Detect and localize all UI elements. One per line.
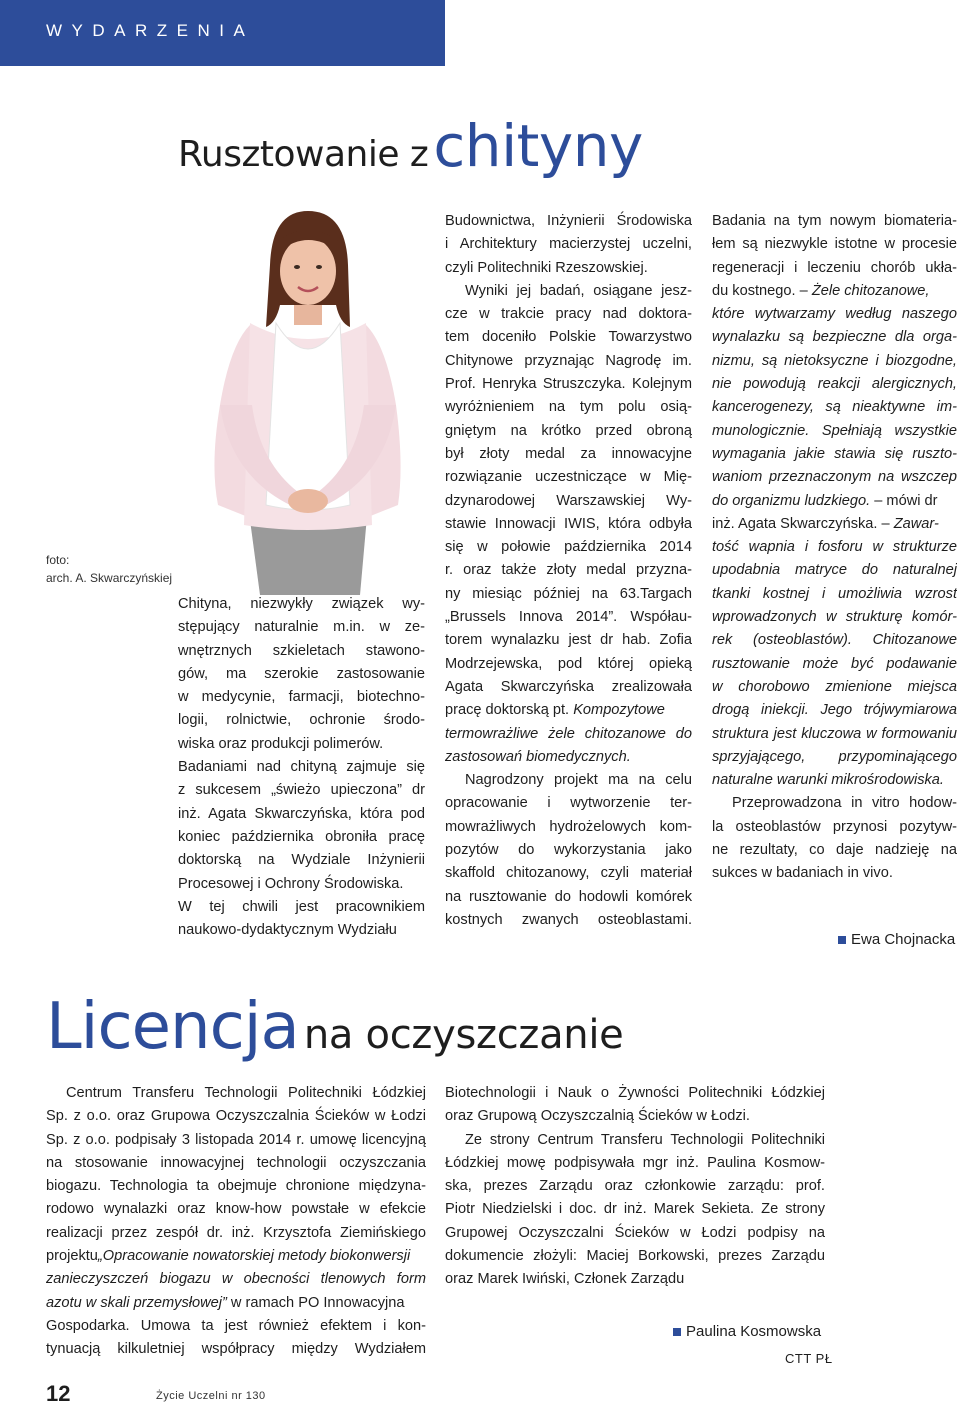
article2-col1-project-title-end: azotu w skali przemysłowej” [46, 1294, 227, 1311]
article1-col2-line: na rusztowanie do hodowli komórek [445, 888, 692, 905]
article1-col3-line: wynalazku są bezpieczne dla orga- [712, 329, 957, 346]
section-title: WYDARZENIA [46, 21, 255, 40]
publication-name: Życie Uczelni nr 130 [156, 1390, 266, 1402]
article1-col2-line: termowrażliwe żele chitozanowe do [445, 725, 692, 742]
section-banner [0, 0, 445, 66]
article1-col3-line: łem są niezwykle istotne w procesie [712, 236, 957, 253]
article1-column1 [178, 593, 425, 942]
page-number: 12 [46, 1381, 71, 1406]
article1-col2-line: rozwiązanie uczestniczące w Mię- [445, 469, 692, 486]
article1-col1-line: W tej chwili jest pracownikiem [178, 898, 425, 915]
article1-col2-line: Nagrodzony projekt ma na celu [465, 772, 692, 789]
article1-col2-thesis-title: Kompozytowe [573, 702, 665, 719]
article1-title-part2: chityny [433, 112, 643, 180]
article2-col1-line: zanieczyszczeń biogazu w obecności tlenowych form [46, 1271, 426, 1288]
article2-author [673, 1323, 821, 1340]
article1-col1-line: wnętrznych szkieletach stawono- [178, 642, 425, 659]
article1-col3-line: sukces w badaniach in vivo. [712, 865, 893, 882]
article1-column3 [712, 210, 957, 886]
article1-col2-line: i Architektury macierzystej uczelni, [445, 236, 692, 253]
article1-col1-line: koniec października obroniła pracę [178, 828, 425, 845]
photo-credit-line2: arch. A. Skwarczyńskiej [46, 571, 173, 585]
article1-col2-line: ny miesiąc później na 63.Targach [445, 585, 692, 602]
article2-col2-line: Biotechnologii i Nauk o Żywności Politechniki Łódzkiej [445, 1085, 825, 1101]
article1-col2-line: dzynarodowej Warszawskiej Wy- [445, 492, 692, 509]
article1-col2-line: opracowanie i wytworzenie ter- [445, 795, 692, 812]
article1-col3-line: w chorobowo zmienione miejsca [712, 678, 957, 695]
article1-col2-line: Prof. Henryka Struszczyka. Kolejnym [445, 376, 692, 393]
article2-col1-line: na stosowanie innowacyjnej technologii oczyszczania [46, 1154, 426, 1171]
article2-col1-line [46, 1245, 426, 1268]
article1-col2-line: Budownictwa, Inżynierii Środowiska [445, 213, 692, 229]
article1-col3-line: wprowadzonych w strukturę komór- [712, 609, 957, 626]
article1-col3-attribution: – mówi dr [874, 492, 938, 509]
article1-col1-line: Procesowej i Ochrony Środowiska. [178, 875, 404, 892]
article1-col1-line: z sukcesem „świeżo upieczona” dr [178, 782, 425, 799]
square-bullet-icon [838, 936, 846, 944]
article1-author [838, 931, 955, 948]
square-bullet-icon [673, 1328, 681, 1336]
article1-col1-line: inż. Agata Skwarczyńska, która pod [178, 805, 425, 822]
article1-col2-line: wyróżnieniem na tym polu osią- [445, 399, 692, 416]
article1-col1-line: logii, rolnictwie, ochronie środo- [178, 712, 425, 729]
article1-col1-line: Chityna, niezwykły związek wy- [178, 596, 425, 612]
article2-col1-line: realizacji przez zespół dr. inż. Krzysztofa Ziemińskiego [46, 1224, 426, 1241]
article1-col3-quote: Żele chitozanowe, [811, 282, 930, 299]
article2-title-part1: Licencja [46, 990, 299, 1064]
article1-col3-line: tkanki kostnej i umożliwia wzrost [712, 585, 957, 602]
article2-col2-line: Grupowej Oczyszczalni Ścieków w Łodzi podpisy na [445, 1224, 825, 1241]
article2-col1-text: projektu [46, 1248, 98, 1265]
article1-col3-attribution2: inż. Agata Skwarczyńska. – [712, 515, 890, 532]
article1-col2-line: się w połowie października 2014 [445, 539, 692, 556]
article1-col2-line: „Brussels Innova 2014”. Współau- [445, 609, 692, 626]
article2-col1-project-title: „Opracowanie nowatorskiej metody biokonwersji [97, 1248, 411, 1265]
article2-col1-line [46, 1292, 426, 1315]
article2-col2-line: dokumencie złożyli: Maciej Borkowski, prezes Zarządu [445, 1248, 825, 1265]
article1-col3-line: kancerogenezy, są nieaktywne im- [712, 399, 957, 416]
article2-col2-line: oraz Grupową Oczyszczalnią Ścieków w Łodzi. [445, 1108, 750, 1125]
article1-title-part1: Rusztowanie z [178, 134, 429, 175]
article2-col2-line: Ze strony Centrum Transferu Technologii Politechniki [465, 1131, 825, 1148]
article1-col3-line: rusztowanie może być podawanie [712, 655, 957, 672]
article1-col1-line: w medycynie, farmacji, biotechno- [178, 689, 425, 706]
article1-author-name: Ewa Chojnacka [851, 931, 956, 948]
article1-col2-line: r. oraz także złoty medal przyzna- [445, 562, 692, 579]
article1-col3-line: munologicznie. Spełniają wszystkie [712, 422, 957, 439]
article2-author-org: CTT PŁ [785, 1351, 833, 1366]
article1-col3-line: rek (osteoblastów). Chitozanowe [712, 632, 957, 649]
article1-col2-line: Agata Skwarczyńska zrealizowała [445, 678, 692, 695]
article1-col2-line: skaffold chitozanowy, czyli materiał [445, 865, 692, 882]
article1-col3-line: la osteoblastów przynosi pozytyw- [712, 818, 957, 835]
article1-col2-line [445, 699, 692, 722]
article1-col2-line: cze w trakcie pracy nad doktora- [445, 306, 692, 323]
article2-title [46, 990, 623, 1064]
article2-col1-text2: w ramach PO Innowacyjna [230, 1294, 405, 1311]
article1-col1-line: gów, ma szerokie zastosowanie [178, 665, 425, 682]
article1-col2-line: Wyniki jej badań, osiągane jesz- [465, 282, 692, 299]
article1-col3-line [712, 513, 957, 536]
article1-col3-line: regeneracji i leczeniu chorób ukła- [712, 259, 957, 276]
article1-col3-line: ne rezultaty, co daje nadzieję na [712, 842, 957, 859]
portrait-photo [190, 205, 426, 595]
article1-title [178, 112, 643, 180]
article1-col3-line: Przeprowadzona in vitro hodow- [732, 795, 957, 812]
article1-col2-line: mowrażliwych hydrożelowych kom- [445, 818, 692, 835]
article1-col1-line: wiska oraz produkcji polimerów. [178, 735, 384, 752]
article1-col3-line: drogą iniekcji. Jego trójwymiarowa [712, 702, 957, 719]
article1-col1-line: Badaniami nad chityną zajmuje się [178, 759, 425, 776]
article1-col1-line: stępujący naturalnie m.in. w ze- [178, 619, 425, 636]
article1-col3-text: du kostnego. – [712, 282, 808, 299]
article1-col2-line: był złoty medal za innowacyjne [445, 445, 692, 462]
article2-col2-line: Łódzkiej mowę podpisywała mgr inż. Paulina Kosmow- [445, 1154, 825, 1171]
article2-author-name: Paulina Kosmowska [686, 1323, 822, 1340]
article1-col2-text: pracę doktorską pt. [445, 702, 570, 719]
article1-col3-line: naturalne warunki mikrośrodowiska. [712, 772, 944, 789]
article2-col1-line: rodowo wynalazki oraz know-how powstałe w efekcie [46, 1201, 426, 1218]
article1-col2-line: Chitynowe przyznając Nagrodę im. [445, 352, 692, 369]
article1-col3-line: nizmu, są nietoksyczne i biozgodne, [712, 352, 957, 369]
article1-col3-line [712, 280, 957, 303]
article1-col3-line: nie powodują reakcji alergicznych, [712, 376, 957, 393]
article1-col3-line: które wytwarzamy według naszego [712, 306, 957, 323]
article1-col2-line: pozytów do wykorzystania jako [445, 842, 692, 859]
article2-col1-line: Sp. z o.o. oraz Grupowa Oczyszczalnia Ścieków w Łodzi [46, 1108, 426, 1125]
article1-col3-line: wymagania jakie stawia się ruszto- [712, 445, 957, 462]
article1-col3-line: upodabnia matryce do naturalnej [712, 562, 957, 579]
article2-column2 [445, 1082, 825, 1292]
article1-col3-line: Badania na tym nowym biomateria- [712, 213, 957, 229]
article1-col3-line: struktura jest kluczowa w formowaniu [712, 725, 957, 742]
article1-col3-quote-end: do organizmu ludzkiego. [712, 492, 871, 509]
article1-col1-line: naukowo-dydaktycznym Wydziału [178, 922, 397, 939]
article1-col2-line: zastosowań biomedycznych. [445, 748, 631, 765]
article1-col3-line: waniom przeznaczonym na wszczep [712, 469, 957, 486]
photo-credit-line1: foto: [46, 553, 70, 567]
article2-col1-line: Sp. z o.o. podpisały 3 listopada 2014 r. umowę licencyjną [46, 1131, 426, 1148]
article2-col1-line: Gospodarka. Umowa ta jest również efektem i kon- [46, 1317, 426, 1334]
article1-col2-line: torem wynalazku jest dr hab. Zofia [445, 632, 692, 649]
article1-col1-line: doktorską na Wydziale Inżynierii [178, 852, 425, 869]
article1-col2-line: tem doceniło Polskie Towarzystwo [445, 329, 692, 346]
article2-title-part2: na oczyszczanie [303, 1012, 624, 1058]
article2-col2-line: Piotr Niedzielski i doc. dr inż. Marek Sekieta. Ze strony [445, 1201, 825, 1218]
article1-col2-line: czyli Politechniki Rzeszowskiej. [445, 259, 648, 276]
article2-column1 [46, 1082, 426, 1362]
article1-column2 [445, 210, 692, 932]
photo-credit [46, 551, 172, 587]
article2-col1-line: tynuacją kilkuletniej współpracy między Wydziałem [46, 1341, 426, 1358]
article1-col3-line [712, 490, 957, 513]
article2-col2-line: ska, prezes Zarządu oraz członkowie zarządu: prof. [445, 1178, 825, 1195]
article2-col2-line: oraz Marek Iwiński, Członek Zarządu [445, 1271, 685, 1288]
article1-col2-line: Modrzejewska, pod której opieką [445, 655, 692, 672]
article1-col3-quote2: Zawar- [893, 515, 939, 532]
article1-col2-line: stawie Innowacji IWIS, która odbyła [445, 515, 692, 532]
article1-col2-line: gniętym na krótko przed obroną [445, 422, 692, 439]
article2-col1-line: Centrum Transferu Technologii Politechniki Łódzkiej [66, 1085, 426, 1101]
article2-col1-line: biogazu. Technologia ta obejmuje chronione międzyna- [46, 1178, 426, 1195]
article1-col3-line: tość wapnia i fosforu w strukturze [712, 539, 957, 556]
article1-col3-line: sprzyjającego, przypominającego [712, 748, 957, 765]
article1-col2-line: kostnych zwanych osteoblastami. [445, 911, 692, 928]
